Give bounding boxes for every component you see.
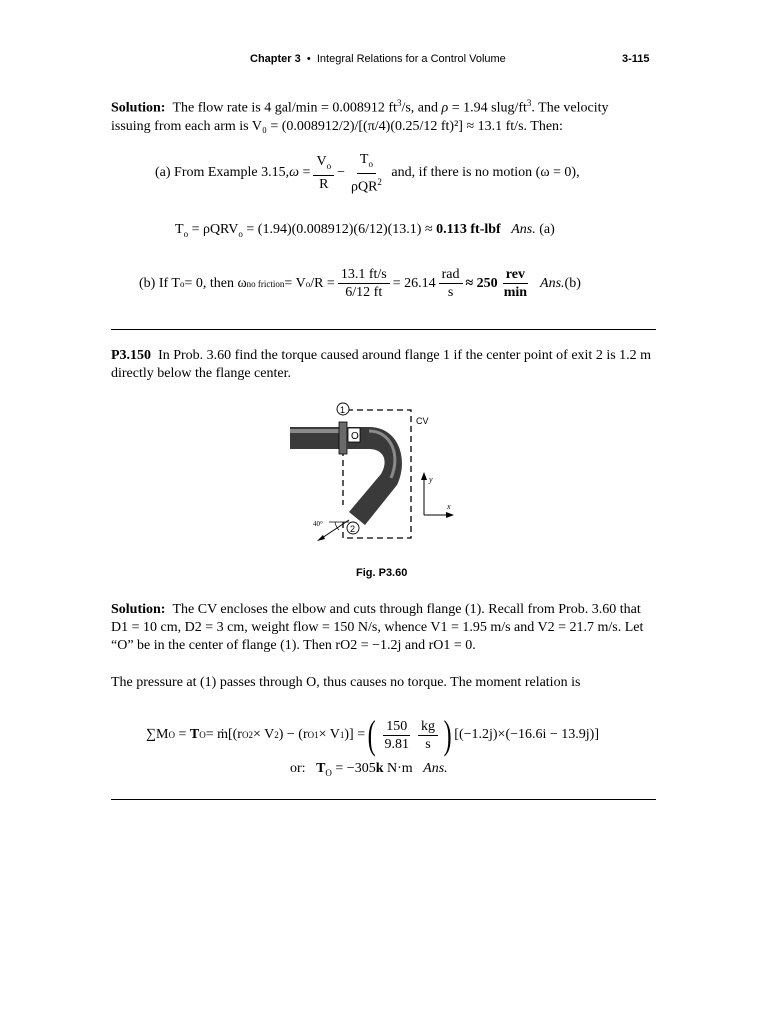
figure-caption: Fig. P3.60 xyxy=(356,567,408,579)
page-number: 3-115 xyxy=(622,53,650,65)
part-b-equation: (b) If T o = 0, then ω no friction = V o /R = $\frac{13.1 ft/s}{6/12 ft}$ = 26.14 $\frac{\text{rad}}{s}$ ≈ 250 $\frac{\text{rev}}{\min}$ Ans. (b) xyxy=(139,267,581,300)
svg-text:CV: CV xyxy=(416,416,429,426)
svg-text:40°: 40° xyxy=(313,520,323,528)
moment-result: or: $T_O = -305k$ N·m Ans. xyxy=(290,761,448,778)
pressure-paragraph: The pressure at (1) passes through O, thus causes no torque. The moment relation is xyxy=(111,675,581,690)
elbow-figure xyxy=(287,400,463,545)
svg-text:2: 2 xyxy=(350,524,356,534)
solution-1-paragraph: Solution: The flow rate is 4 gal/min = 0.008912 $ft^3/s$, and ρ = 1.94 slug/$ft^3$. The velocity issuing from each arm is V₀ = (0.008912/2)/[(π/4)(0.25/12 ft)²] ≈ 13.1 ft/s. Then: xyxy=(111,98,609,134)
divider-2 xyxy=(111,799,656,800)
svg-text:1: 1 xyxy=(340,405,346,415)
chapter-label: Chapter 3 • Integral Relations for a Control Volume xyxy=(250,53,506,65)
svg-text:y: y xyxy=(429,475,433,484)
part-a-equation: (a) From Example 3.15, ω = $\frac{V_o}{R}$ − $\frac{T_o}{\rho QR^2}$ and, if there is no motion (ω = 0), xyxy=(155,152,580,195)
solution-2-paragraph: Solution: The CV encloses the elbow and cuts through flange (1). Recall from Prob. 3.60 that D1 = 10 cm, D2 = 3 cm, weight flow = 150 N/s, whence V1 = 1.95 m/s and V2 = 21.7 m/s. Let “O” be in the center of flange (1). Then rO2 = −1.2j and rO1 = 0. xyxy=(111,602,644,653)
flange xyxy=(339,422,347,454)
svg-text:x: x xyxy=(447,502,451,511)
moment-equation: ∑M O = T O = ṁ[(r O2 × V 2 ) − (r O1 × V 1 )] = ( $\frac{150}{9.81}$ $\frac{kg}{s}$ ) [(−1.2j)×(−16.6i − 13.9j)] xyxy=(146,712,600,757)
problem-statement: P3.150 In Prob. 3.60 find the torque caused around flange 1 if the center point of exit 2 is 1.2 m directly below the flange center. xyxy=(111,348,652,381)
divider-1 xyxy=(111,329,656,330)
svg-text:O: O xyxy=(351,431,359,442)
part-a-result: $T_o = \rho QRV_o = (1.94)(0.008912)(6/12)(13.1) \approx 0.113$ ft-lbf Ans. (a) xyxy=(175,222,555,239)
